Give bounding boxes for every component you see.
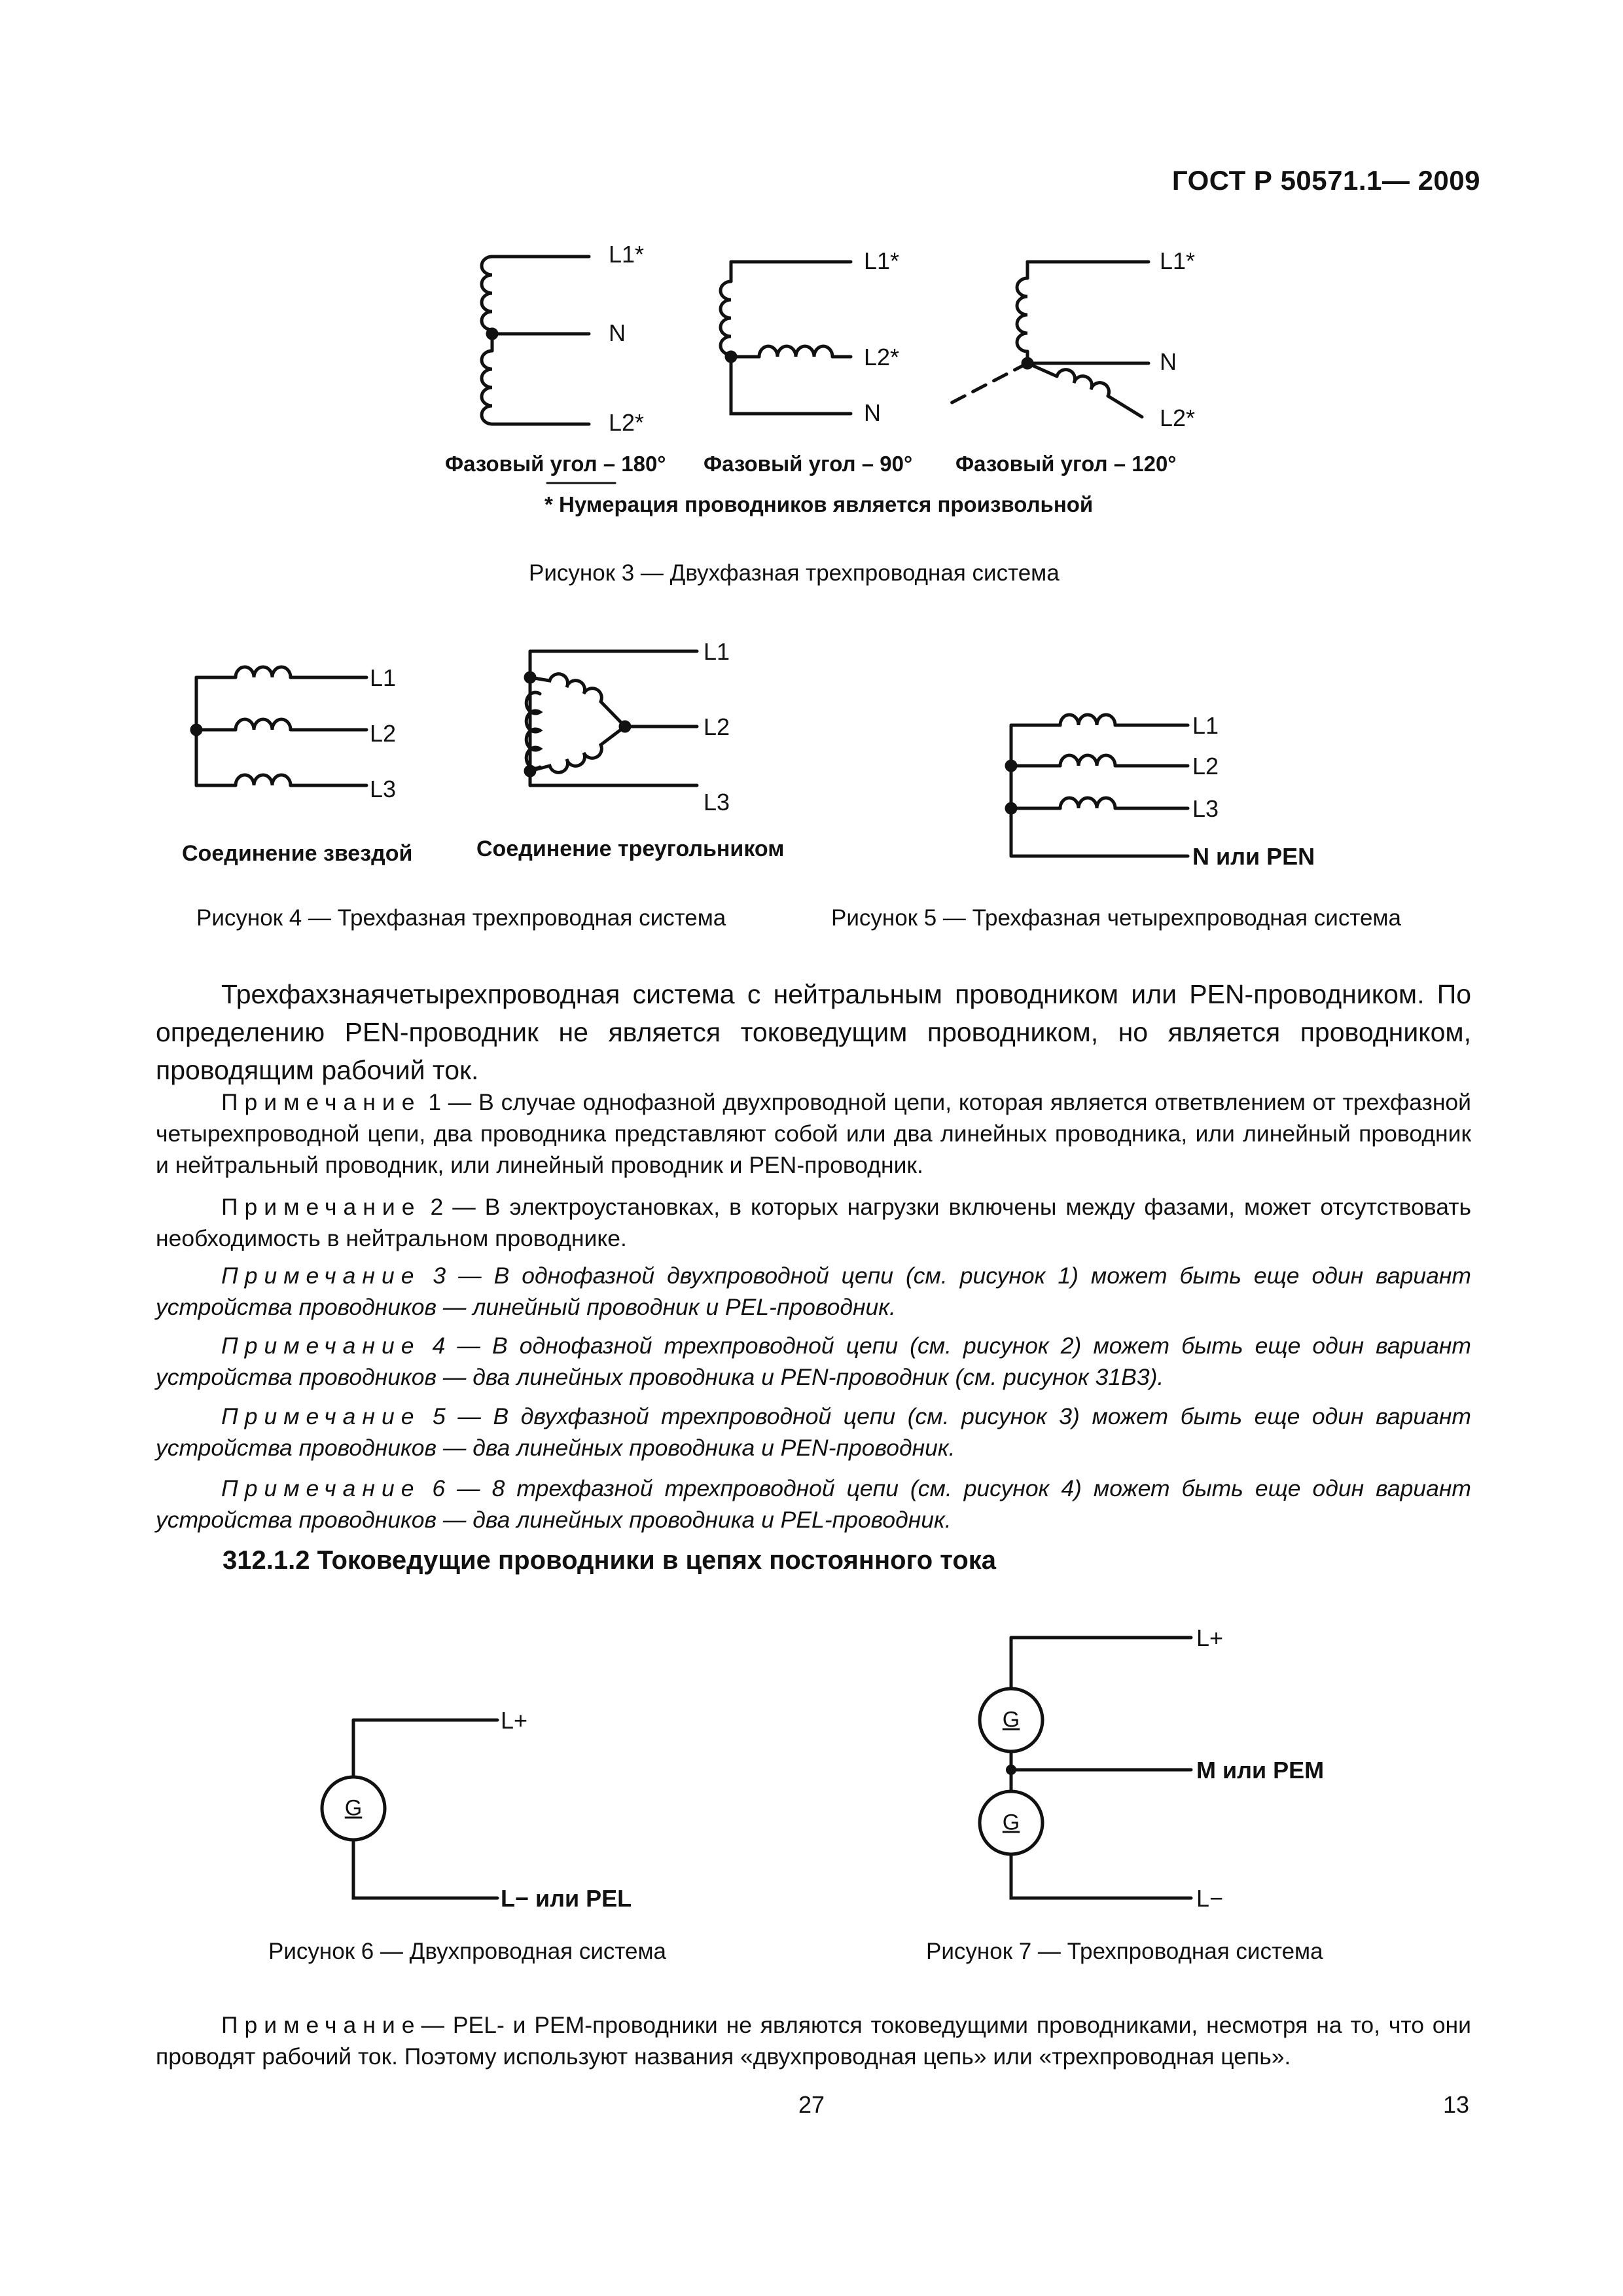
fig5-caption: Рисунок 5 — Трехфазная четырехпроводная система [831, 905, 1401, 931]
note-3 [156, 1260, 1471, 1323]
note-5 [156, 1401, 1471, 1463]
fig4-delta-diagram [526, 651, 697, 785]
fig3-180-l2-label: L2* [609, 409, 645, 436]
fig3-90-n-label: N [864, 399, 881, 426]
fig5-n-pen-label: N или PEN [1192, 843, 1315, 870]
page-number-center: 27 [798, 2091, 825, 2118]
fig3-180-n-label: N [609, 319, 626, 346]
fig4-delta-l1-label: L1 [704, 638, 730, 665]
fig3-phase-180-label: Фазовый угол – 180° [445, 452, 666, 476]
note-2-text: 2 — В электроустановках, в которых нагрузки включены между фазами, может отсутствовать необходимость в нейтральном проводнике. [156, 1194, 1471, 1251]
fig4-star-l3-label: L3 [370, 776, 397, 802]
fig7-m-pem-label: M или PEM [1196, 1757, 1325, 1784]
note-4-label: Примечание [221, 1333, 421, 1359]
fig3-diagram-120 [946, 262, 1149, 417]
fig3-phase-120-label: Фазовый угол – 120° [955, 452, 1177, 476]
final-note-label: Примечание [221, 2012, 421, 2038]
note-1-label: Примечание [221, 1089, 421, 1115]
fig4-star-diagram [192, 667, 366, 785]
fig4-star-l1-label: L1 [370, 664, 397, 691]
fig3-120-l1-label: L1* [1160, 247, 1196, 274]
note-3-text: 3 — В однофазной двухпроводной цепи (см. рисунок 1) может быть еще один вариант устройства проводников — линейный проводник и PEL-проводник. [156, 1263, 1471, 1320]
note-1 [156, 1086, 1471, 1181]
fig6-caption: Рисунок 6 — Двухпроводная система [268, 1939, 667, 1964]
body-paragraph: Трехфахзнаячетырехпроводная система с нейтральным проводником или PEN-проводником. По определению PEN-проводник не является токоведущим проводником, но является проводником, проводящим рабочий ток. [156, 979, 1471, 1085]
fig6-generator-symbol: G [344, 1795, 363, 1821]
fig4-star-l2-label: L2 [370, 720, 397, 747]
fig3-90-l1-label: L1* [864, 247, 900, 274]
fig5-l1-label: L1 [1192, 712, 1219, 739]
fig5-l3-label: L3 [1192, 795, 1219, 822]
note-1-text: 1 — В случае однофазной двухпроводной цепи, которая является ответвлением от трехфазной четырехпроводной цепи, два проводника представляют собой или два линейных проводника, или линейный проводник и нейтральный проводник, или линейный проводник и PEN-проводник. [156, 1089, 1471, 1178]
fig3-180-l1-label: L1* [609, 241, 645, 268]
fig3-90-l2-label: L2* [864, 344, 900, 370]
fig3-phase-90-label: Фазовый угол – 90° [704, 452, 913, 476]
note-6-label: Примечание [221, 1475, 421, 1501]
fig7-lplus-label: L+ [1196, 1624, 1224, 1651]
note-4-text: 4 — В однофазной трехпроводной цепи (см. рисунок 2) может быть еще один вариант устройства проводников — два линейных проводника и PEN-проводник (см. рисунок 31В3). [156, 1333, 1471, 1390]
fig4-delta-l3-label: L3 [704, 789, 730, 816]
fig3-120-n-label: N [1160, 348, 1177, 375]
note-3-label: Примечание [221, 1263, 421, 1289]
fig4-star-caption: Соединение звездой [182, 841, 413, 866]
document-header: ГОСТ Р 50571.1— 2009 [1171, 165, 1480, 196]
note-6 [156, 1473, 1471, 1535]
fig4-caption: Рисунок 4 — Трехфазная трехпроводная система [196, 905, 726, 931]
fig3-caption: Рисунок 3 — Двухфазная трехпроводная система [529, 560, 1060, 586]
fig7-caption: Рисунок 7 — Трехпроводная система [926, 1939, 1323, 1964]
fig6-lplus-label: L+ [501, 1707, 528, 1734]
fig6-lminus-pel-label: L− или PEL [501, 1885, 632, 1912]
note-4 [156, 1330, 1471, 1393]
fig3-footnote: * Нумерация проводников является произвольной [544, 492, 1094, 516]
note-2-label: Примечание [221, 1194, 421, 1220]
fig7-generator-top-symbol: G [1002, 1707, 1020, 1732]
final-note [156, 2009, 1471, 2072]
section-heading: 312.1.2 Токоведущие проводники в цепях постоянного тока [223, 1546, 997, 1575]
fig4-delta-caption: Соединение треугольником [476, 836, 785, 861]
note-5-label: Примечание [221, 1403, 421, 1429]
fig5-diagram [1007, 715, 1188, 856]
fig4-delta-l2-label: L2 [704, 713, 730, 740]
final-note-text: — PEL- и PEM-проводники не являются токоведущими проводниками, несмотря на то, что они проводят рабочий ток. Поэтому используют названия «двухпроводная цепь» или «трехпроводная цепь». [156, 2012, 1471, 2070]
note-6-text: 6 — 8 трехфазной трехпроводной цепи (см. рисунок 4) может быть еще один вариант устройства проводников — два линейных проводника и PEL-проводник. [156, 1475, 1471, 1533]
fig3-diagram-90 [721, 262, 851, 414]
fig7-generator-bottom-symbol: G [1002, 1810, 1020, 1835]
fig3-120-l2-label: L2* [1160, 404, 1196, 431]
page-number-right: 13 [1443, 2091, 1470, 2118]
note-5-text: 5 — В двухфазной трехпроводной цепи (см. рисунок 3) может быть еще один вариант устройства проводников — два линейных проводника и PEN-проводник. [156, 1403, 1471, 1461]
fig7-lminus-label: L− [1196, 1885, 1224, 1912]
note-2 [156, 1191, 1471, 1254]
fig5-l2-label: L2 [1192, 753, 1219, 780]
fig3-diagram-180 [482, 257, 589, 424]
